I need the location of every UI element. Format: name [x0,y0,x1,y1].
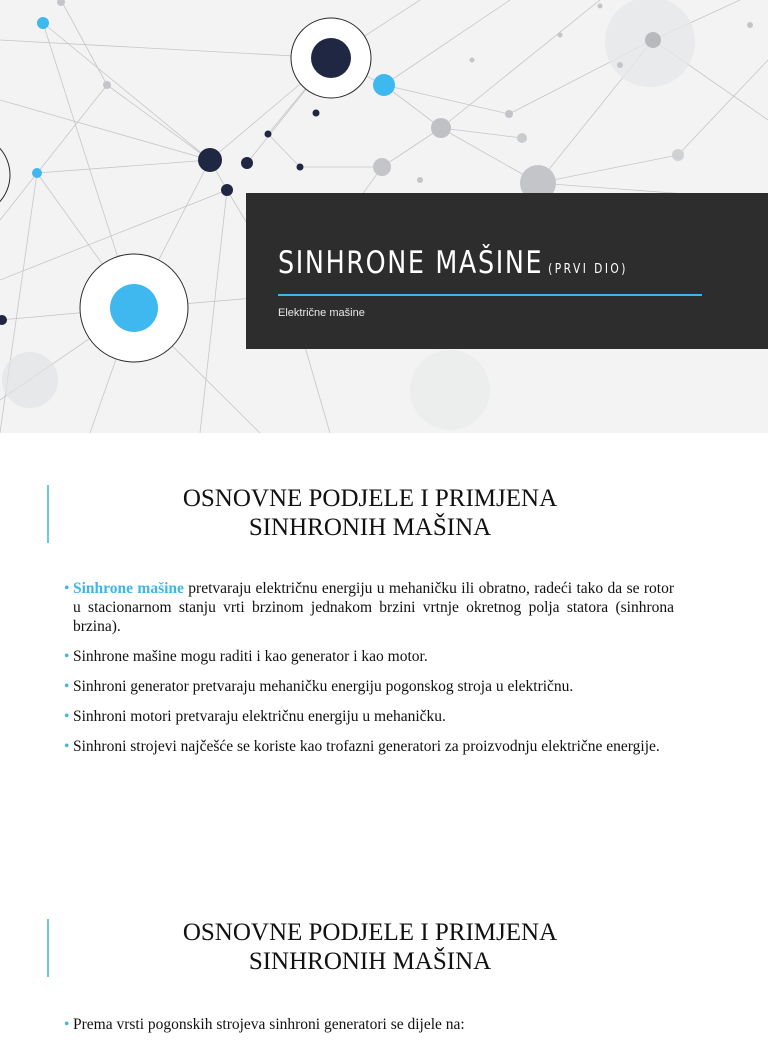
list-item [66,707,674,726]
heading-line-2: SINHRONIH MAŠINA [248,948,492,975]
list-item [66,1015,674,1034]
bullet-text: Sinhroni generator pretvaraju mehaničku energiju pogonskog stroja u električnu. [73,678,574,695]
title-main: SINHRONE MAŠINE [278,245,544,281]
bullet-list [66,579,674,767]
bullet-marker: • [64,580,70,597]
bullet-marker: • [64,678,70,695]
title-slide [0,0,768,433]
bullet-text: Sinhrone mašine mogu raditi i kao generator i kao motor. [73,648,428,665]
bullet-text: pretvaraju električnu energiju u mehaničku ili obratno, radeći tako da se rotor u stacionarnom stanju vrti brzinom jednakom brzini vrtnje okretnog polja statora (sinhrona brzina). [73,580,675,635]
list-item [66,677,674,696]
content-slide-1 [0,433,768,873]
bullet-text: Prema vrsti pogonskih strojeva sinhroni generatori se dijele na: [73,1016,465,1033]
bullet-marker: • [64,1016,70,1033]
accent-bar [47,919,49,977]
slide-title [278,245,628,281]
heading-line-2: SINHRONIH MAŠINA [248,514,492,541]
bullet-list [66,1015,674,1045]
bullet-marker: • [64,738,70,755]
list-item [66,737,674,756]
slide-subtitle: Električne mašine [278,307,365,319]
bullet-text: Sinhroni motori pretvaraju električnu energiju u mehaničku. [73,708,446,725]
highlight-term: Sinhrone mašine [73,580,184,597]
bullet-marker: • [64,708,70,725]
list-item [66,579,674,636]
heading-line-1: OSNOVNE PODJELE I PRIMJENA [182,919,558,946]
accent-bar [47,485,49,543]
title-box [246,193,768,349]
heading-line-1: OSNOVNE PODJELE I PRIMJENA [182,485,558,512]
slide-heading [80,484,660,542]
title-suffix: (PRVI DIO) [548,262,628,277]
bullet-marker: • [64,648,70,665]
slide-heading [80,918,660,976]
list-item [66,647,674,666]
title-divider [278,294,702,296]
bullet-text: Sinhroni strojevi najčešće se koriste kao trofazni generatori za proizvodnju električne energije. [73,738,660,755]
content-slide-2 [0,873,768,1033]
